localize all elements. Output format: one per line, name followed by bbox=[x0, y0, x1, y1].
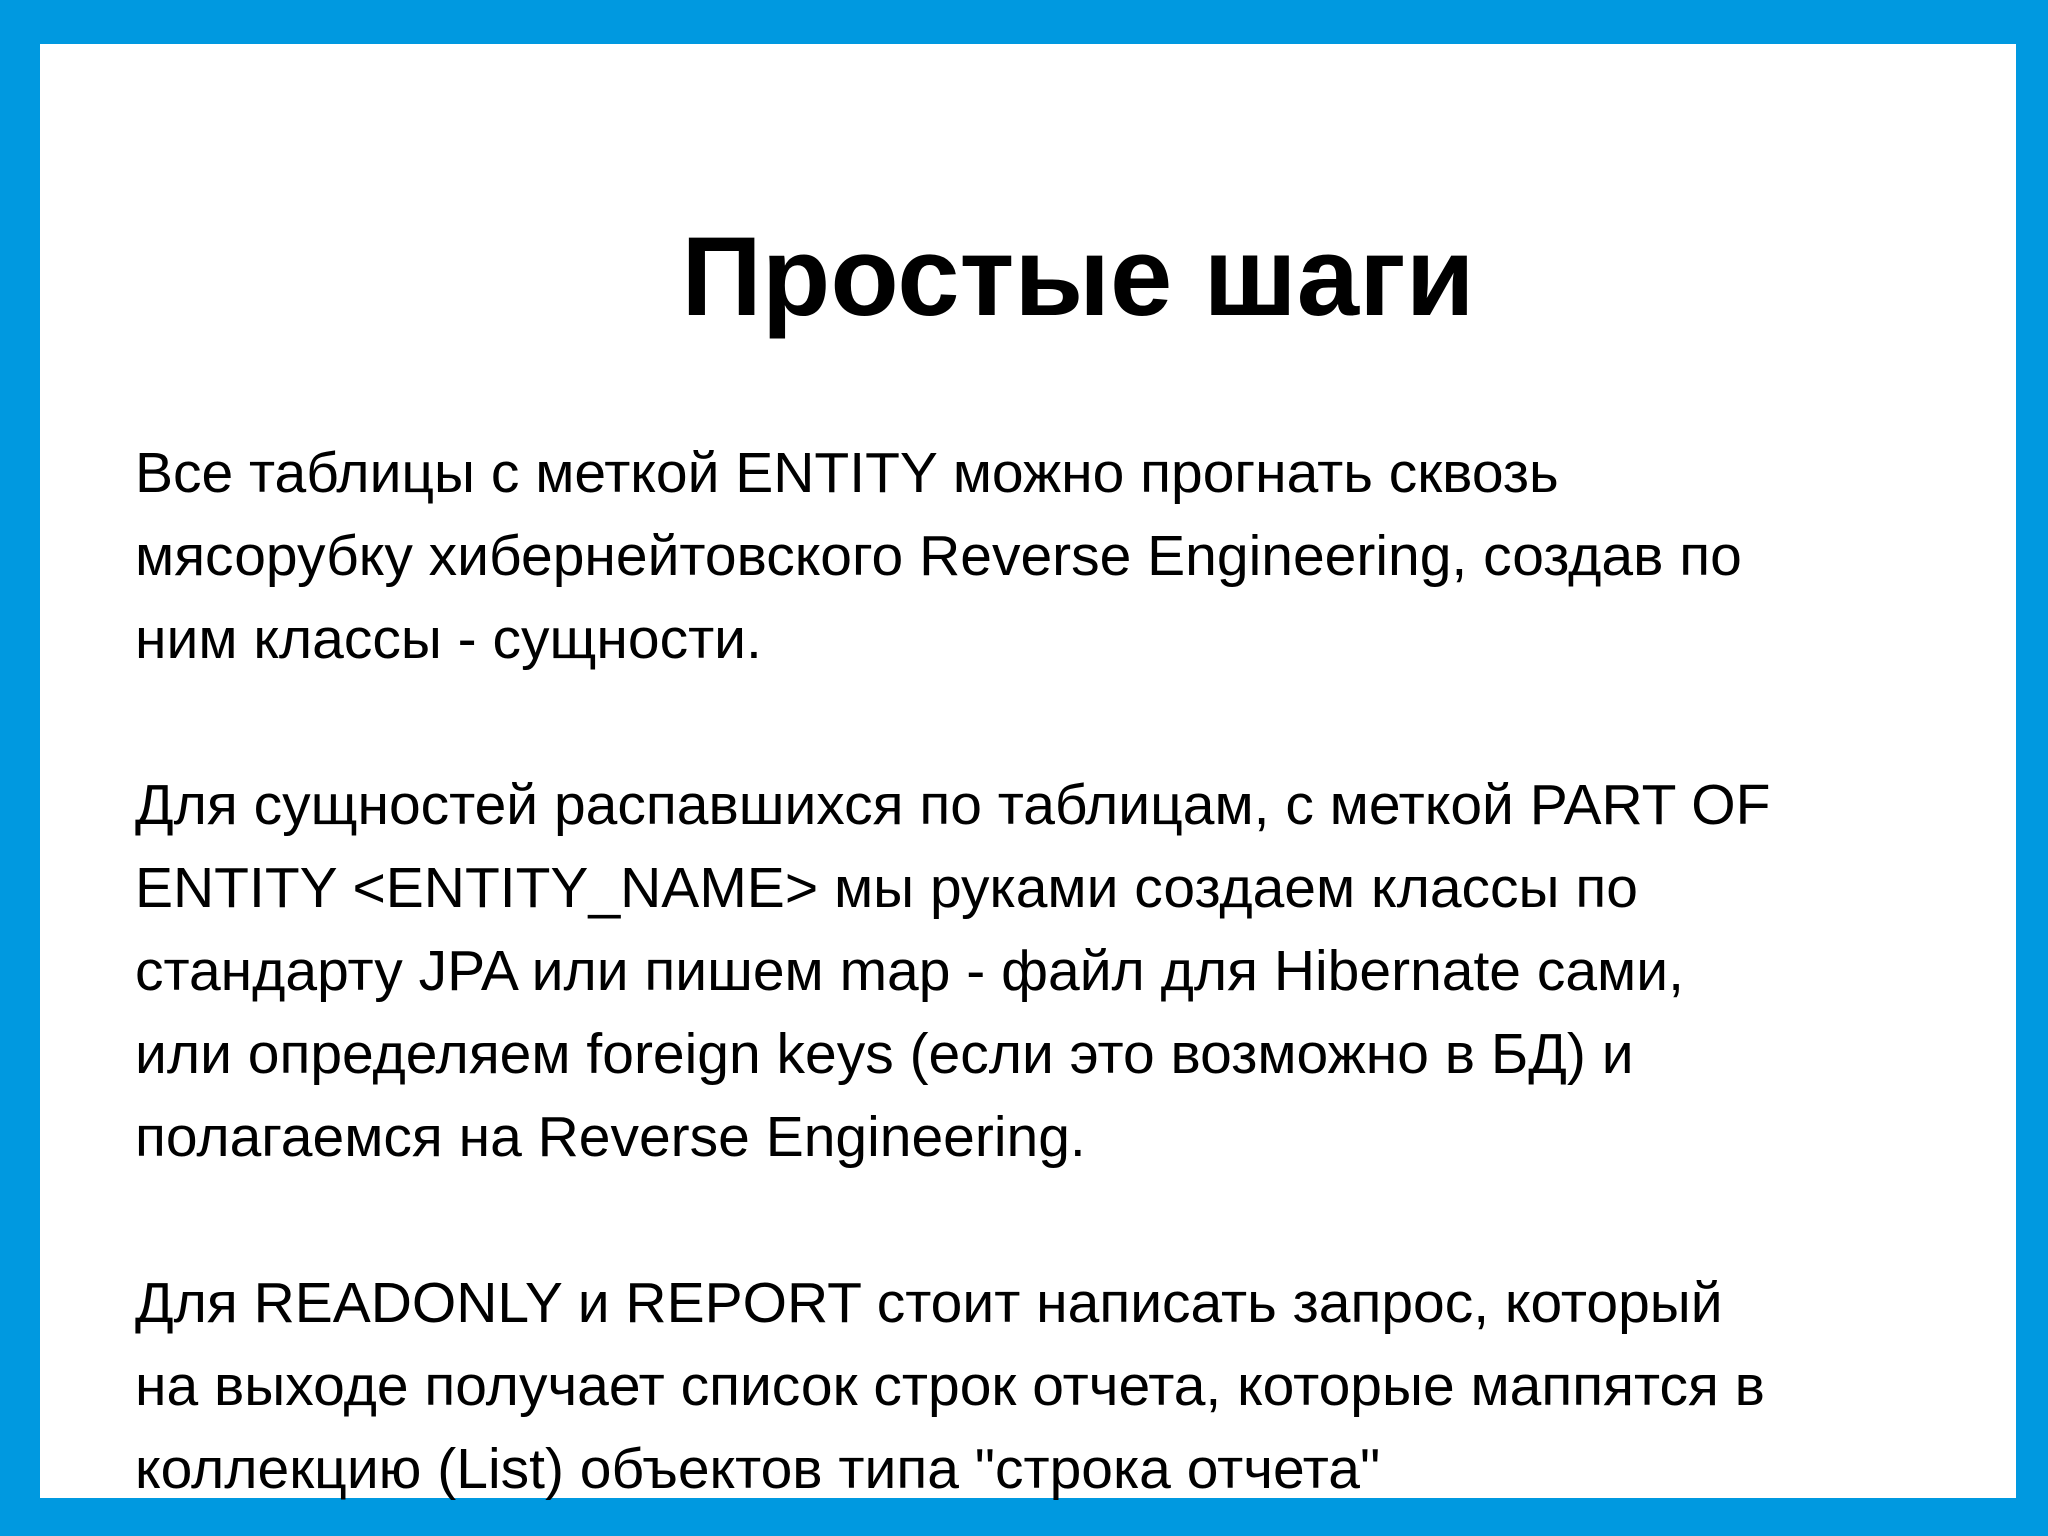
text-line: Для сущностей распавшихся по таблицам, с меткой PART OF bbox=[135, 773, 1771, 837]
text-line: Для READONLY и REPORT стоит написать запрос, который bbox=[135, 1271, 1723, 1335]
text-line: коллекцию (List) объектов типа "строка отчета" bbox=[135, 1437, 1381, 1501]
slide-body bbox=[135, 432, 2015, 1536]
text-line: ним классы - сущности. bbox=[135, 607, 762, 671]
text-line: мясорубку хибернейтовского Reverse Engineering, создав по bbox=[135, 524, 1742, 588]
slide-title: Простые шаги bbox=[681, 214, 1475, 339]
paragraph-readonly-report bbox=[135, 1262, 2015, 1511]
text-line: или определяем foreign keys (если это возможно в БД) и bbox=[135, 1022, 1634, 1086]
text-line: ENTITY <ENTITY_NAME> мы руками создаем классы по bbox=[135, 856, 1638, 920]
paragraph-part-of-entity bbox=[135, 764, 2015, 1179]
text-line: на выходе получает список строк отчета, которые маппятся в bbox=[135, 1354, 1765, 1418]
paragraph-entity-tables bbox=[135, 432, 2015, 681]
text-line: стандарту JPA или пишем map - файл для Hibernate сами, bbox=[135, 939, 1684, 1003]
text-line: полагаемся на Reverse Engineering. bbox=[135, 1105, 1086, 1169]
text-line: Все таблицы с меткой ENTITY можно прогнать сквозь bbox=[135, 441, 1559, 505]
